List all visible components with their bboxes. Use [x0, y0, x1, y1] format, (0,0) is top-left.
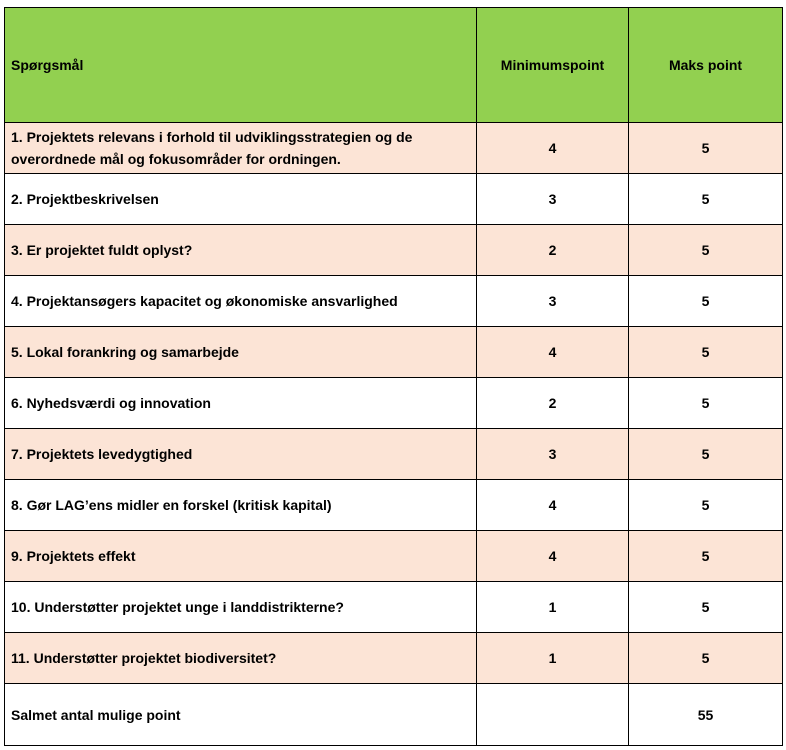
max-points-cell: 5	[629, 633, 783, 684]
total-label: Salmet antal mulige point	[5, 684, 477, 746]
question-cell: 9. Projektets effekt	[5, 531, 477, 582]
table-row	[5, 429, 783, 480]
table-row	[5, 225, 783, 276]
max-points-cell: 5	[629, 582, 783, 633]
min-points-cell: 4	[477, 327, 629, 378]
max-points-cell: 5	[629, 174, 783, 225]
question-cell: 7. Projektets levedygtighed	[5, 429, 477, 480]
question-cell: 8. Gør LAG’ens midler en forskel (kritisk kapital)	[5, 480, 477, 531]
min-points-cell: 3	[477, 276, 629, 327]
scoring-table	[4, 7, 783, 746]
max-points-cell: 5	[629, 327, 783, 378]
min-points-cell: 1	[477, 633, 629, 684]
question-cell: 1. Projektets relevans i forhold til udviklingsstrategien og de overordnede mål og fokusområder for ordningen.	[5, 123, 477, 174]
max-points-cell: 5	[629, 480, 783, 531]
table-row	[5, 480, 783, 531]
min-points-cell: 4	[477, 531, 629, 582]
header-max-points: Maks point	[629, 8, 783, 123]
question-cell: 10. Understøtter projektet unge i landdistrikterne?	[5, 582, 477, 633]
min-points-cell: 2	[477, 225, 629, 276]
question-cell: 6. Nyhedsværdi og innovation	[5, 378, 477, 429]
min-points-cell: 2	[477, 378, 629, 429]
total-row	[5, 684, 783, 746]
total-min-cell	[477, 684, 629, 746]
header-minimum-points: Minimumspoint	[477, 8, 629, 123]
question-cell: 5. Lokal forankring og samarbejde	[5, 327, 477, 378]
table-row	[5, 582, 783, 633]
question-cell: 2. Projektbeskrivelsen	[5, 174, 477, 225]
min-points-cell: 3	[477, 429, 629, 480]
max-points-cell: 5	[629, 225, 783, 276]
min-points-cell: 1	[477, 582, 629, 633]
header-question: Spørgsmål	[5, 8, 477, 123]
table-header-row	[5, 8, 783, 123]
min-points-cell: 4	[477, 480, 629, 531]
table-row	[5, 174, 783, 225]
table-row	[5, 633, 783, 684]
min-points-cell: 4	[477, 123, 629, 174]
max-points-cell: 5	[629, 378, 783, 429]
total-max-cell: 55	[629, 684, 783, 746]
table-row	[5, 327, 783, 378]
max-points-cell: 5	[629, 531, 783, 582]
max-points-cell: 5	[629, 276, 783, 327]
table-row	[5, 123, 783, 174]
max-points-cell: 5	[629, 123, 783, 174]
table-row	[5, 531, 783, 582]
question-cell: 4. Projektansøgers kapacitet og økonomiske ansvarlighed	[5, 276, 477, 327]
question-cell: 11. Understøtter projektet biodiversitet?	[5, 633, 477, 684]
table-row	[5, 276, 783, 327]
table-row	[5, 378, 783, 429]
min-points-cell: 3	[477, 174, 629, 225]
max-points-cell: 5	[629, 429, 783, 480]
question-cell: 3. Er projektet fuldt oplyst?	[5, 225, 477, 276]
